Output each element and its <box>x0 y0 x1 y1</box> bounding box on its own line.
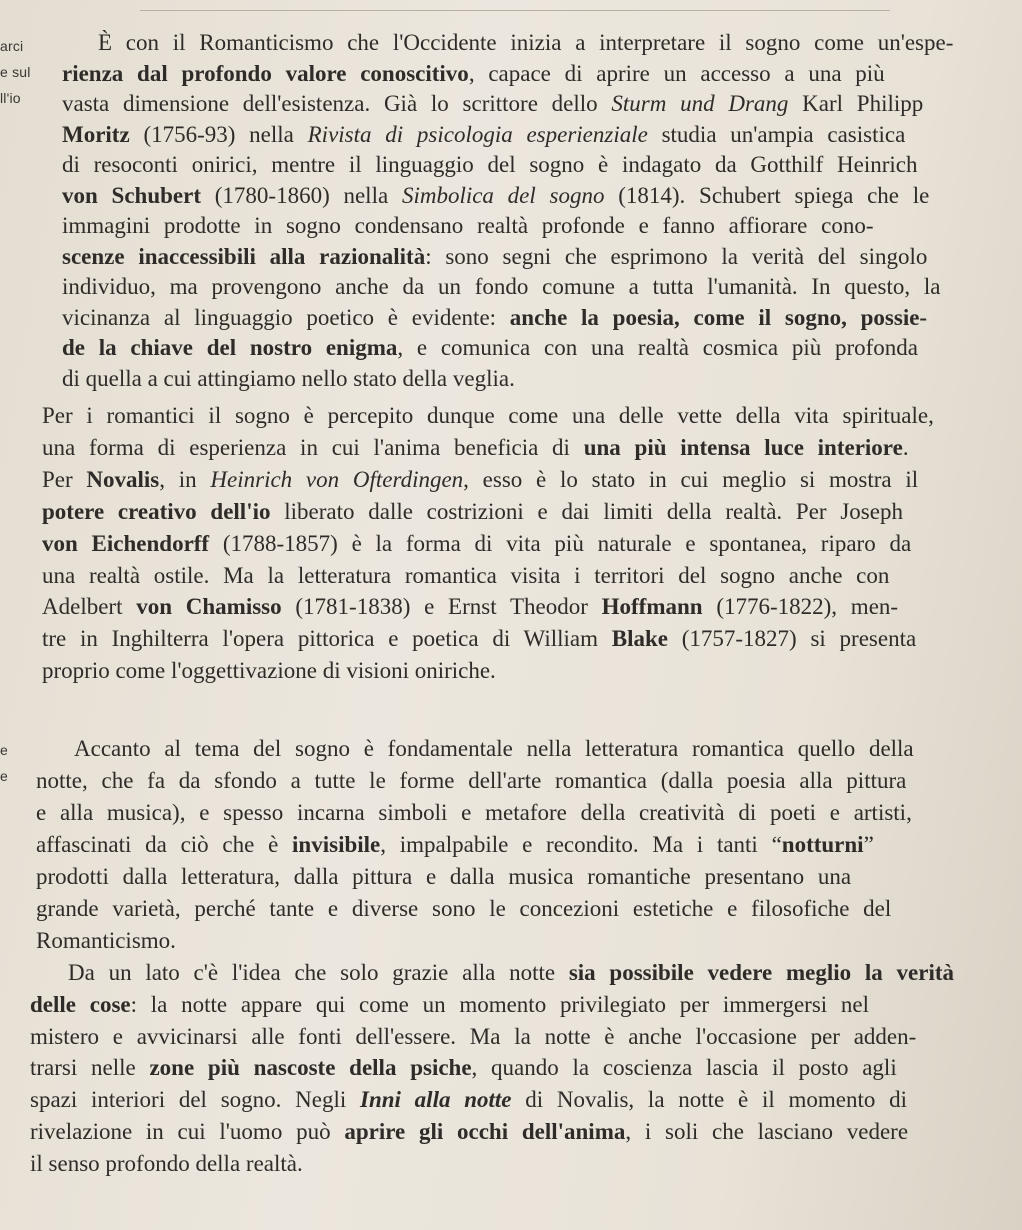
text-line <box>42 467 918 493</box>
margin-note: e <box>0 742 8 758</box>
text-line <box>62 152 917 178</box>
text-run: (1776-1822), men- <box>702 594 899 620</box>
text-line <box>36 864 851 890</box>
emphasis-text: notturni <box>781 832 864 857</box>
margin-note: ll'io <box>0 90 21 106</box>
text-run: , impalpabile e recondito. Ma i tanti “ <box>380 832 782 857</box>
text-run: Per <box>42 466 87 492</box>
text-run: (1814). Schubert spiega che le <box>604 182 930 208</box>
text-run: : la notte appare qui come un momento privilegiato per immergersi nel <box>130 991 870 1017</box>
text-line <box>42 403 934 429</box>
emphasis-text: una più intensa luce interiore <box>583 434 903 460</box>
text-run: vasta dimensione dell'esistenza. Già lo scrittore dello <box>62 91 612 116</box>
text-line <box>62 61 885 87</box>
text-run: (1756-93) nella <box>129 121 308 147</box>
text-line <box>36 896 891 922</box>
text-line <box>62 305 927 331</box>
emphasis-text: rienza dal profondo valore conoscitivo <box>62 60 469 86</box>
text-run: grande varietà, perché tante e diverse sono le concezioni estetiche e filosofiche del <box>36 896 892 921</box>
text-line <box>36 800 912 826</box>
text-line <box>30 1087 907 1113</box>
text-run: ” <box>863 832 874 857</box>
text-run: Da un lato c'è l'idea che solo grazie alla notte <box>68 960 569 985</box>
emphasis-text: Blake <box>611 626 668 652</box>
text-line <box>62 183 929 209</box>
text-line <box>62 274 940 300</box>
text-line <box>42 626 916 652</box>
emphasis-text: Rivista di psicologia esperienziale <box>307 121 648 147</box>
text-run: , capace di aprire un accesso a una più <box>468 60 885 86</box>
emphasis-text: Moritz <box>62 121 130 147</box>
emphasis-text: Novalis <box>86 466 160 492</box>
text-line <box>42 563 889 589</box>
emphasis-text: Heinrich von Ofterdingen <box>210 466 464 492</box>
emphasis-text: scenze inaccessibili alla razionalità <box>62 243 426 269</box>
text-run: una realtà ostile. Ma la letteratura romantica visita i territori del sogno anche con <box>42 562 890 588</box>
text-run: , i soli che lasciano vedere <box>625 1119 909 1144</box>
text-line <box>42 499 903 525</box>
text-line <box>62 244 927 270</box>
text-run: Accanto al tema del sogno è fondamentale nella letteratura romantica quello della <box>74 736 914 761</box>
text-run: (1781-1838) e Ernst Theodor <box>281 594 602 620</box>
text-run: Romanticismo. <box>36 928 176 953</box>
text-line <box>30 992 869 1018</box>
emphasis-text: de la chiave del nostro enigma <box>62 335 398 360</box>
text-run: di Novalis, la notte è il momento di <box>511 1087 908 1113</box>
margin-note: e <box>0 768 8 784</box>
text-line <box>62 366 515 392</box>
text-run: : sono segni che esprimono la verità del singolo <box>425 243 928 269</box>
text-line <box>42 531 911 557</box>
text-run: , in <box>159 466 211 492</box>
text-run: affascinati da ciò che è <box>36 832 293 857</box>
text-run: . <box>902 434 909 460</box>
text-run: prodotti dalla letteratura, dalla pittura e dalla musica romantiche presentano una <box>36 864 852 889</box>
text-line <box>62 335 918 361</box>
text-line <box>30 1119 908 1145</box>
margin-note: arci <box>0 38 24 54</box>
text-run: il senso profondo della realtà. <box>30 1150 303 1176</box>
text-run: Adelbert <box>42 594 137 620</box>
text-line <box>68 960 954 986</box>
text-run: È con il Romanticismo che l'Occidente inizia a interpretare il sogno come un'espe- <box>98 30 954 55</box>
emphasis-text: anche la poesia, come il sogno, possie- <box>509 304 928 330</box>
text-run: Per i romantici il sogno è percepito dunque come una delle vette della vita spirituale, <box>42 403 934 428</box>
text-line <box>36 768 906 794</box>
emphasis-text: von Chamisso <box>136 594 282 620</box>
emphasis-text: delle cose <box>30 991 131 1017</box>
text-run: , quando la coscienza lascia il posto agli <box>471 1055 897 1081</box>
top-rule <box>140 10 890 11</box>
text-line <box>42 594 898 620</box>
text-line <box>36 928 176 954</box>
text-run: , esso è lo stato in cui meglio si mostra il <box>463 466 919 492</box>
emphasis-text: zone più nascoste della psiche <box>149 1055 472 1081</box>
text-line <box>62 213 874 239</box>
emphasis-text: Sturm und Drang <box>611 91 789 116</box>
text-line <box>74 736 914 762</box>
text-line <box>42 435 909 461</box>
text-run: mistero e avvicinarsi alle fonti dell'essere. Ma la notte è anche l'occasione per adden- <box>30 1023 917 1049</box>
text-run: individuo, ma provengono anche da un fondo comune a tutta l'umanità. In questo, la <box>62 274 941 299</box>
emphasis-text: invisibile <box>292 832 381 857</box>
text-run: (1788-1857) è la forma di vita più naturale e spontanea, riparo da <box>209 530 912 556</box>
emphasis-text: aprire gli occhi dell'anima <box>344 1119 626 1144</box>
emphasis-text: Simbolica del sogno <box>401 182 605 208</box>
emphasis-text: von Eichendorff <box>42 530 210 556</box>
text-line <box>30 1151 303 1177</box>
text-line <box>30 1024 916 1050</box>
text-run: immagini prodotte in sogno condensano realtà profonde e fanno affiorare cono- <box>62 213 874 238</box>
text-line <box>62 122 905 148</box>
text-line <box>30 1055 897 1081</box>
text-run: (1757-1827) si presenta <box>667 626 917 652</box>
emphasis-text: potere creativo dell'io <box>42 498 271 524</box>
text-run: di resoconti onirici, mentre il linguaggio del sogno è indagato da Gotthilf Heinrich <box>62 152 918 177</box>
emphasis-text: Inni alla notte <box>360 1087 512 1113</box>
text-run: studia un'ampia casistica <box>647 121 906 147</box>
text-run: spazi interiori del sogno. Negli <box>30 1087 360 1113</box>
text-run: tre in Inghilterra l'opera pittorica e poetica di William <box>42 626 612 652</box>
text-run: e alla musica), e spesso incarna simboli e metafore della creatività di poeti e artisti, <box>36 800 912 825</box>
text-run: proprio come l'oggettivazione di visioni oniriche. <box>42 658 496 684</box>
text-line <box>42 658 496 684</box>
emphasis-text: Hoffmann <box>601 594 703 620</box>
text-line <box>98 30 953 56</box>
text-run: trarsi nelle <box>30 1055 150 1081</box>
margin-note: e sul <box>0 64 31 80</box>
emphasis-text: von Schubert <box>62 182 201 208</box>
text-line <box>62 91 923 117</box>
text-run: (1780-1860) nella <box>201 182 402 208</box>
text-run: di quella a cui attingiamo nello stato della veglia. <box>62 365 515 391</box>
text-run: vicinanza al linguaggio poetico è evidente: <box>62 304 510 330</box>
text-run: una forma di esperienza in cui l'anima beneficia di <box>42 434 584 460</box>
text-line <box>36 832 874 858</box>
text-run: liberato dalle costrizioni e dai limiti della realtà. Per Joseph <box>270 498 903 524</box>
emphasis-text: sia possibile vedere meglio la verità <box>568 960 954 985</box>
text-run: rivelazione in cui l'uomo può <box>30 1119 345 1144</box>
text-run: notte, che fa da sfondo a tutte le forme dell'arte romantica (dalla poesia alla pittura <box>36 768 907 793</box>
text-run: Karl Philipp <box>788 91 924 116</box>
text-run: , e comunica con una realtà cosmica più profonda <box>397 335 918 360</box>
